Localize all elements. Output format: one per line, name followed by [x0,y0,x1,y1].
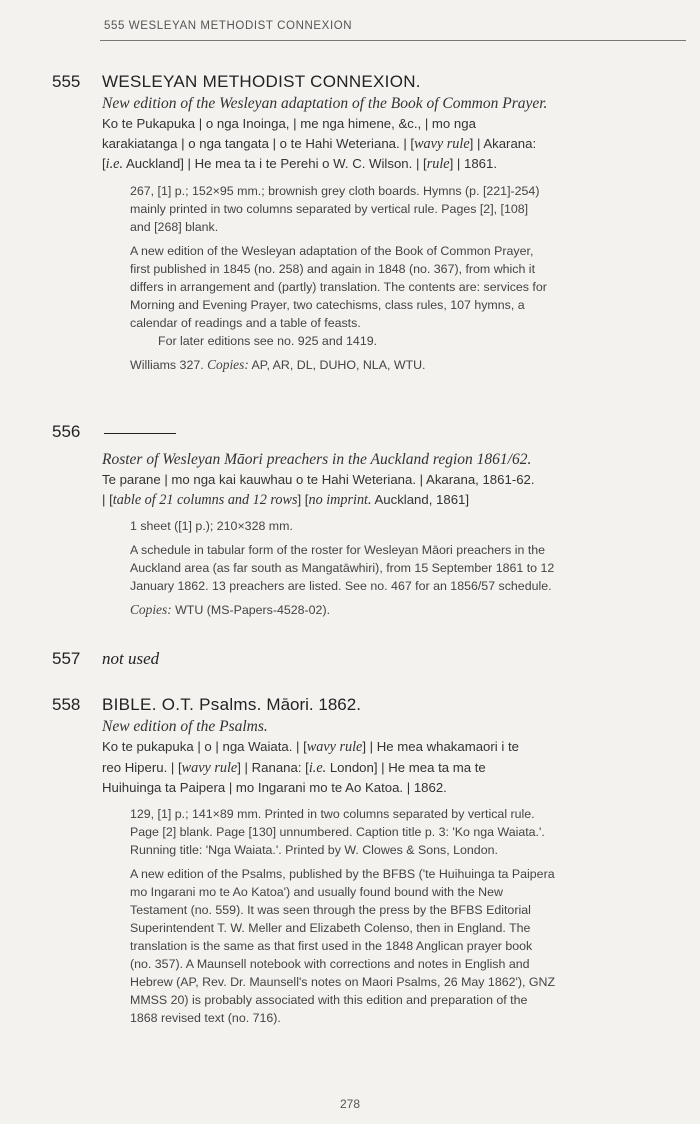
entry-body [130,182,686,374]
entry-number: 558 [52,695,81,714]
transcription-line: | [table of 21 columns and 12 rows] [no imprint. Auckland, 1861] [102,491,470,508]
title-transcription [102,737,686,798]
entry-555 [52,71,686,380]
title-block [102,93,686,175]
entry-heading: BIBLE. O.T. Psalms. [102,695,262,714]
note-paragraph: A new edition of the Wesleyan adaptation of the Book of Common Prayer, first published in 1845 (no. 258) and again in 1848 (no. 367), from which it differs in arrangement and (partly) translation. The contents are: services for Morning and Evening Prayer, two catechisms, class rules, 107 hymns, a calendar of readings and a table of feasts. For later editions see no. 925 and 1419. [130,243,547,348]
copies-line: Williams 327. Copies: AP, AR, DL, DUHO, NLA, WTU. [130,356,426,372]
not-used-note: not used [102,649,160,668]
transcription-line: Huihuinga ta Paipera | mo Ingarani mo te Ao Katoa. | 1862. [102,780,447,795]
transcription-line: karakiatanga | o nga tangata | o te Hahi Weteriana. | [wavy rule] | Akarana: [102,135,537,152]
entry-heading: WESLEYAN METHODIST CONNEXION. [102,72,421,91]
collation: 267, [1] p.; 152×95 mm.; brownish grey cloth boards. Hymns (p. [221]-254) mainly printed in two columns separated by vertical rule. Pages [2], [108] and [268] blank. [130,183,540,234]
title-transcription [102,470,686,510]
entry-558 [52,694,686,1033]
entry-number: 556 [52,422,81,441]
entry-heading-line [52,421,686,443]
title-block [102,449,686,510]
ditto-dash [104,433,176,434]
entry-body [130,805,686,1027]
collation: 129, [1] p.; 141×89 mm. Printed in two columns separated by vertical rule. Page [2] blank. Page [130] unnumbered. Caption title p. 3: 'Ko nga Waiata.'. Running title: 'Nga Waiata.'. Printed by W. Clowes & Sons, London. [130,806,545,857]
page-number: 278 [339,1097,361,1111]
transcription-line: Te parane | mo nga kai kauwhau o te Hahi Weteriana. | Akarana, 1861-62. [102,472,535,487]
header-rule [100,40,686,41]
supplied-title: New edition of the Wesleyan adaptation of the Book of Common Prayer. [102,95,548,112]
entry-number: 557 [52,649,81,668]
collation: 1 sheet ([1] p.); 210×328 mm. [130,519,293,533]
entry-heading-line [52,71,686,93]
supplied-title: Roster of Wesleyan Māori preachers in the Auckland region 1861/62. [102,451,532,468]
entry-557 [52,648,686,670]
entry-heading-language: Māori. 1862. [261,695,361,714]
note-paragraph: A schedule in tabular form of the roster for Wesleyan Māori preachers in the Auckland area (as far south as Mangatāwhiri), from 15 September 1861 to 12 January 1862. 13 preachers are listed. See no. 467 for an 1856/57 schedule. [130,543,555,593]
copies-line: Copies: WTU (MS-Papers-4528-02). [130,602,331,617]
supplied-title: New edition of the Psalms. [102,718,268,735]
running-head: 555 WESLEYAN METHODIST CONNEXION [104,20,353,32]
entry-556 [52,421,686,625]
entry-heading-line [52,648,686,670]
transcription-line: [i.e. Auckland] | He mea ta i te Perehi o W. C. Wilson. | [rule] | 1861. [102,156,497,172]
title-transcription [102,114,686,175]
entry-heading-line [52,694,686,716]
transcription-line: reo Hiperu. | [wavy rule] | Ranana: [i.e. London] | He mea ta ma te [102,759,486,776]
note-paragraph: A new edition of the Psalms, published by the BFBS ('te Huihuinga ta Paipera mo Ingarani mo te Ao Katoa') and usually found bound with the New Testament (no. 559). It was seen through the press by the BFBS Editorial Superintendent T. W. Meller and Elizabeth Colenso, then in England. The translation is the same as that first used in the 1848 Anglican prayer book (no. 357). A Maunsell notebook with corrections and notes in English and Hebrew (AP, Rev. Dr. Maunsell's notes on Maori Psalms, 26 May 1862'), GNZ MMSS 20) is probably associated with this edition and preparation of the 1868 revised text (no. 716). [130,866,556,1025]
transcription-line: Ko te Pukapuka | o nga Inoinga, | me nga himene, &c., | mo nga [102,116,476,131]
title-block [102,716,686,798]
entry-number: 555 [52,72,81,91]
entry-body [130,517,686,619]
transcription-line: Ko te pukapuka | o | nga Waiata. | [wavy rule] | He mea whakamaori i te [102,739,519,755]
